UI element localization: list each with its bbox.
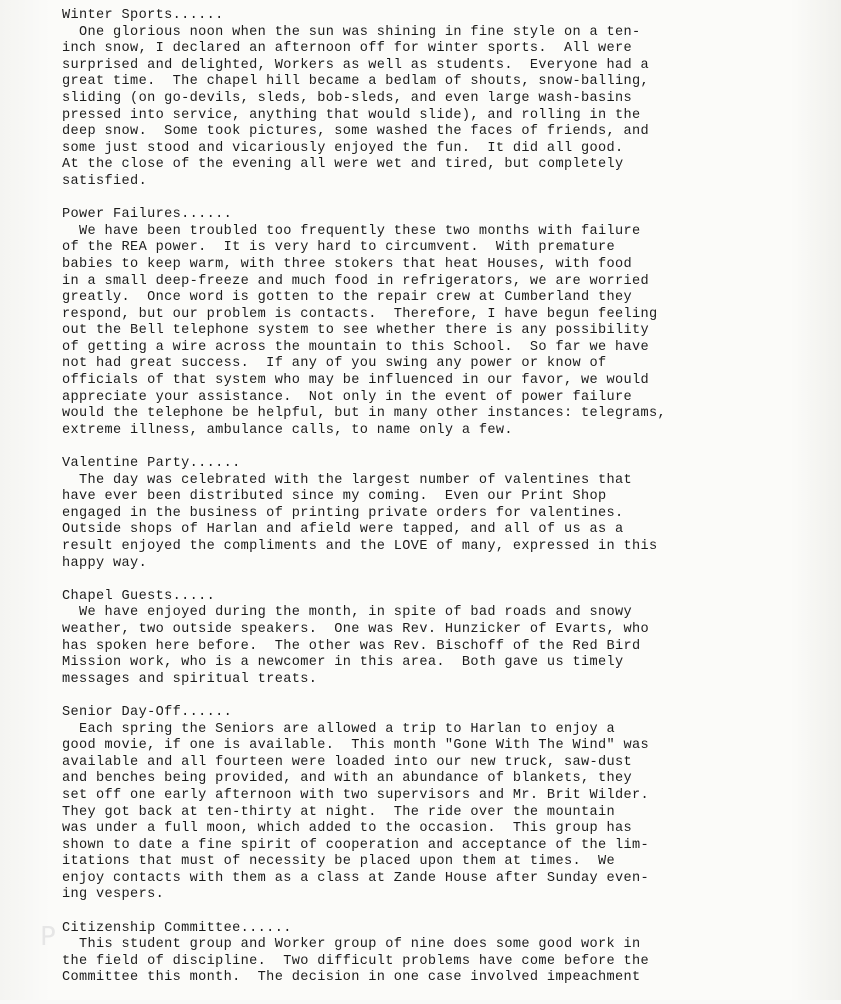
body-text-line: not had great success. If any of you swing any power or know of bbox=[62, 356, 607, 372]
section-heading: Citizenship Committee...... bbox=[62, 920, 292, 936]
report-section bbox=[62, 456, 782, 572]
body-text-line: deep snow. Some took pictures, some washed the faces of friends, and bbox=[62, 124, 650, 140]
body-text-line: would the telephone be helpful, but in many other instances: telegrams, bbox=[62, 406, 667, 422]
body-text-line: babies to keep warm, with three stokers that heat Houses, with food bbox=[62, 256, 633, 272]
body-text-line: available and all fourteen were loaded into our new truck, saw-dust bbox=[62, 754, 633, 770]
report-section bbox=[62, 589, 782, 689]
typed-report-body bbox=[62, 8, 782, 1004]
report-section bbox=[62, 8, 782, 191]
body-text-line: ing vespers. bbox=[62, 887, 165, 903]
body-text-line: greatly. Once word is gotten to the repair crew at Cumberland they bbox=[62, 290, 633, 306]
body-text-line: itations that must of necessity be placed upon them at times. We bbox=[62, 854, 615, 870]
body-text-line: engaged in the business of printing private orders for valentines. bbox=[62, 505, 624, 521]
body-text-line: set off one early afternoon with two supervisors and Mr. Brit Wilder. bbox=[62, 787, 650, 803]
body-text-line: inch snow, I declared an afternoon off for winter sports. All were bbox=[62, 41, 633, 57]
body-text-line: Outside shops of Harlan and afield were tapped, and all of us as a bbox=[62, 522, 624, 538]
body-text-line: extreme illness, ambulance calls, to name only a few. bbox=[62, 422, 513, 438]
body-text-line: great time. The chapel hill became a bedlam of shouts, snow-balling, bbox=[62, 74, 650, 90]
body-text-line: result enjoyed the compliments and the LOVE of many, expressed in this bbox=[62, 539, 658, 554]
body-text-line: We have enjoyed during the month, in spite of bad roads and snowy bbox=[62, 605, 633, 621]
body-text-line: respond, but our problem is contacts. Therefore, I have begun feeling bbox=[62, 306, 658, 322]
body-text-line: pressed into service, anything that would slide), and rolling in the bbox=[62, 107, 641, 123]
section-heading: Valentine Party...... bbox=[62, 456, 241, 472]
body-text-line: shown to date a fine spirit of cooperation and acceptance of the lim- bbox=[62, 837, 650, 853]
section-heading: Chapel Guests..... bbox=[62, 588, 216, 604]
body-text-line: and benches being provided, and with an abundance of blankets, they bbox=[62, 771, 633, 787]
body-text-line: of getting a wire across the mountain to this School. So far we have bbox=[62, 339, 650, 355]
body-text-line: out the Bell telephone system to see whether there is any possibility bbox=[62, 323, 650, 339]
body-text-line: One glorious noon when the sun was shining in fine style on a ten- bbox=[62, 24, 641, 40]
body-text-line: weather, two outside speakers. One was Rev. Hunzicker of Evarts, who bbox=[62, 621, 650, 637]
body-text-line: of the REA power. It is very hard to circumvent. With premature bbox=[62, 240, 615, 256]
body-text-line: have ever been distributed since my coming. Even our Print Shop bbox=[62, 489, 607, 505]
report-section bbox=[62, 207, 782, 439]
body-text-line: This student group and Worker group of nine does some good work in bbox=[62, 937, 641, 953]
body-text-line: has spoken here before. The other was Rev. Bischoff of the Red Bird bbox=[62, 638, 641, 654]
body-text-line: was under a full moon, which added to the occasion. This group has bbox=[62, 821, 633, 837]
section-heading: Winter Sports...... bbox=[62, 8, 224, 23]
body-text-line: appreciate your assistance. Not only in the event of power failure bbox=[62, 389, 633, 405]
body-text-line: At the close of the evening all were wet and tired, but completely bbox=[62, 157, 624, 173]
body-text-line: surprised and delighted, Workers as well as students. Everyone had a bbox=[62, 57, 650, 73]
body-text-line: We have been troubled too frequently these two months with failure bbox=[62, 223, 641, 239]
body-text-line: satisfied. bbox=[62, 173, 148, 189]
body-text-line: enjoy contacts with them as a class at Zande House after Sunday even- bbox=[62, 870, 650, 886]
body-text-line: messages and spiritual treats. bbox=[62, 671, 318, 687]
body-text-line: officials of that system who may be influenced in our favor, we would bbox=[62, 373, 650, 389]
section-heading: Senior Day-Off...... bbox=[62, 704, 233, 720]
faint-watermark-mark: P bbox=[40, 922, 57, 952]
body-text-line: Committee this month. The decision in one case involved impeachment bbox=[62, 970, 641, 986]
report-section bbox=[62, 921, 782, 987]
body-text-line: some just stood and vicariously enjoyed the fun. It did all good. bbox=[62, 140, 624, 156]
body-text-line: The day was celebrated with the largest number of valentines that bbox=[62, 472, 633, 488]
body-text-line: sliding (on go-devils, sleds, bob-sleds, and even large wash-basins bbox=[62, 90, 633, 106]
body-text-line: in a small deep-freeze and much food in refrigerators, we are worried bbox=[62, 273, 650, 289]
body-text-line: good movie, if one is available. This month "Gone With The Wind" was bbox=[62, 738, 650, 754]
section-heading: Power Failures...... bbox=[62, 207, 233, 223]
body-text-line: happy way. bbox=[62, 555, 148, 571]
report-section bbox=[62, 705, 782, 904]
body-text-line: the field of discipline. Two difficult problems have come before the bbox=[62, 953, 650, 969]
body-text-line: Mission work, who is a newcomer in this area. Both gave us timely bbox=[62, 655, 624, 671]
body-text-line: Each spring the Seniors are allowed a trip to Harlan to enjoy a bbox=[62, 721, 615, 737]
body-text-line: They got back at ten-thirty at night. The ride over the mountain bbox=[62, 804, 615, 820]
